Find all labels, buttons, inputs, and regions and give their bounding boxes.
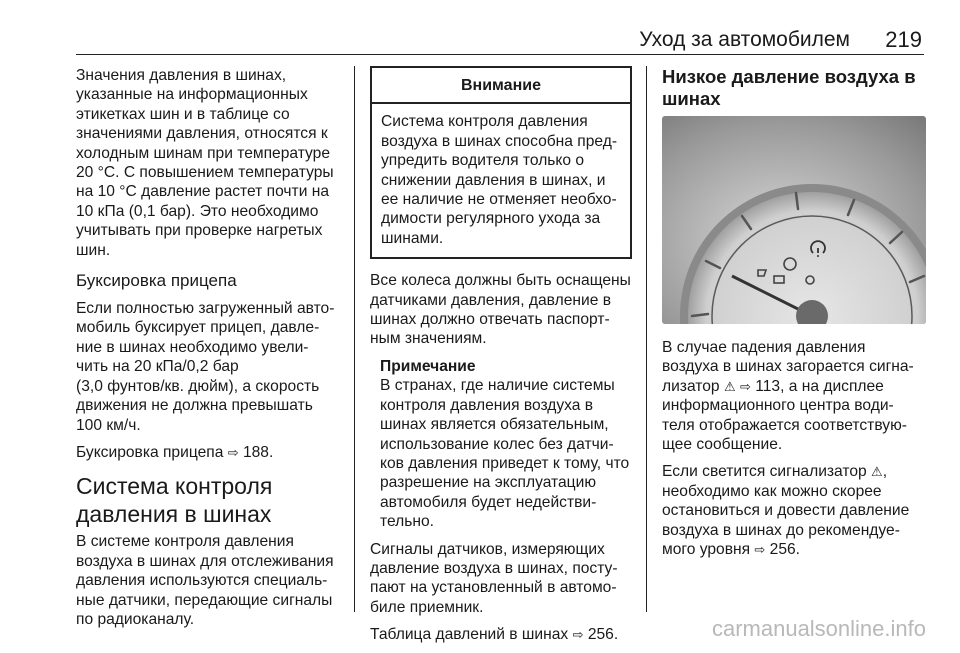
- instrument-cluster-illustration: [662, 116, 926, 324]
- note-title: Примечание: [380, 357, 476, 375]
- page-ref-arrow-icon: ⇨: [572, 627, 584, 643]
- towing-heading: Буксировка прицепа: [76, 271, 237, 291]
- section-title: Уход за автомобилем: [639, 28, 850, 51]
- watermark: carmanualsonline.info: [711, 616, 926, 641]
- instrument-cluster-image: [662, 116, 926, 324]
- page-number: 219: [885, 27, 922, 52]
- pressure-table-ref-link[interactable]: 256.: [587, 626, 619, 644]
- warning-title: Внимание: [372, 68, 630, 104]
- page-ref-arrow-icon: ⇨: [227, 444, 239, 460]
- tpms-paragraph: В системе контроля давления воздуха в шинах для отслеживания давления используются специаль- ные датчики, передающие сигналы по радиоканалу.: [76, 533, 334, 628]
- recommended-level-ref-link[interactable]: 256.: [769, 541, 800, 559]
- warning-box: [370, 66, 632, 259]
- page-ref-arrow-icon: ⇨: [739, 378, 751, 394]
- tire-pressure-warning-icon: ⚠: [723, 378, 736, 394]
- note-block: [380, 357, 632, 532]
- column-2: [370, 66, 632, 653]
- warning-light-ref-link[interactable]: 113: [755, 377, 781, 395]
- sensors-paragraph: Все колеса должны быть оснащены датчиками давления, давление в шинах должно отвечать паспорт- ным значениям.: [370, 272, 631, 348]
- stop-advice-paragraph: Если светится сигнализатор ⚠, необходимо как можно скорее остановиться и довести давление воздуха в шинах до рекомендуе- мого уровня ⇨ 256.: [662, 463, 910, 559]
- header-rule: [76, 54, 924, 55]
- receiver-paragraph: Сигналы датчиков, измеряющих давление воздуха в шинах, посту- пают на установленный в автомо- биле приемник.: [370, 540, 618, 616]
- column-3: [662, 66, 926, 567]
- column-divider-2: [646, 66, 647, 612]
- column-1: [76, 66, 340, 637]
- page-header: [76, 28, 928, 50]
- warning-body: Система контроля давления воздуха в шинах способна пред- упредить водителя только о снижении давления в шинах, и ее наличие не отменяет необхо- димости регулярного ухода за шинами.: [381, 113, 618, 247]
- pressure-paragraph: Значения давления в шинах, указанные на информационных этикетках шин и в таблице со значениями давления, относятся к холодным шинам при температуре 20 °С. С повышением температуры на 10 °С давление растет почти на 10 кПа (0,1 бар). Это необходимо учитывать при проверке нагретых шин.: [76, 67, 334, 259]
- column-divider-1: [354, 66, 355, 612]
- note-body: В странах, где наличие системы контроля давления воздуха в шинах является обязательным, использование колес без датчи- ков давления приведет к тому, что разрешение на эксплуатацию автомобиля будет недействи- тельно.: [380, 377, 630, 531]
- low-pressure-heading: Низкое давление воздуха в шинах: [662, 66, 916, 109]
- page-ref-arrow-icon: ⇨: [754, 542, 766, 558]
- warning-light-paragraph: В случае падения давления воздуха в шинах загорается сигна- лизатор ⚠ ⇨ 113, а на дисплее информационного центра води- теля отображается соответствую- щее сообщение.: [662, 339, 914, 454]
- towing-ref-link[interactable]: 188.: [242, 443, 274, 461]
- towing-reference: Буксировка прицепа ⇨ 188.: [76, 443, 274, 461]
- tpms-heading: Система контроля давления в шинах: [76, 473, 273, 528]
- pressure-table-reference: Таблица давлений в шинах ⇨ 256.: [370, 626, 619, 644]
- towing-paragraph: Если полностью загруженный авто- мобиль буксирует прицеп, давле- ние в шинах необходимо увели- чить на 20 кПа/0,2 бар (3,0 фунтов/кв. дюйм), а скорость движения не должна превышать 100 км/ч.: [76, 300, 335, 434]
- tire-pressure-warning-icon: ⚠: [871, 464, 883, 480]
